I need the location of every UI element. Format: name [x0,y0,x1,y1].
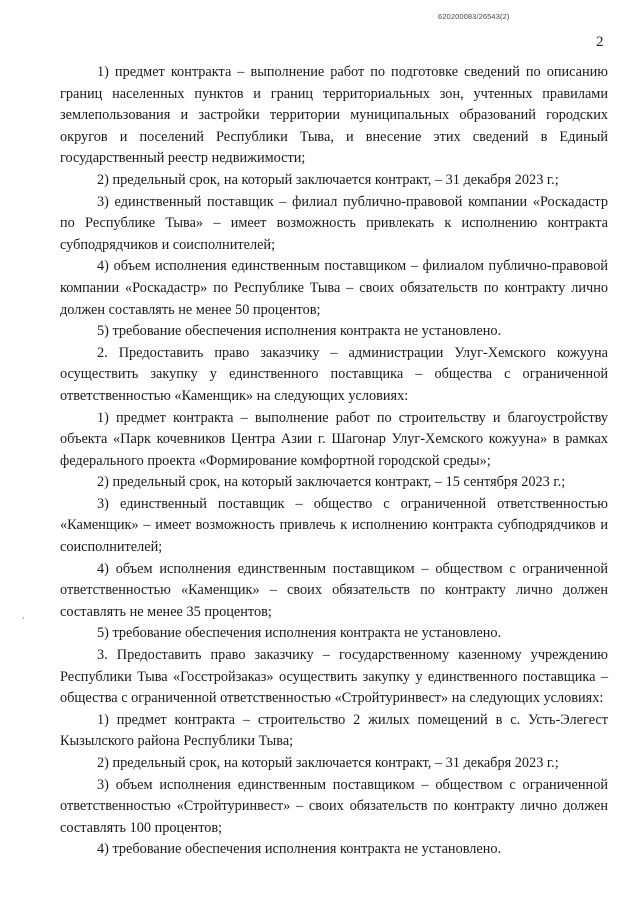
paragraph: 4) объем исполнения единственным поставщиком – обществом с ограниченной ответственностью «Каменщик» – своих обязательств по контракту лично должен составлять не менее 35 процентов; [60,560,608,620]
document-id: 620200083/26543(2) [438,12,510,21]
paragraph: 1) предмет контракта – строительство 2 жилых помещений в с. Усть-Элегест Кызылского района Республики Тыва; [60,711,608,750]
paragraph: 2. Предоставить право заказчику – администрации Улуг-Хемского кожууна осуществить закупку у единственного поставщика – общества с ограниченной ответственностью «Каменщик» на следующих условиях: [60,344,608,404]
page-number: 2 [596,34,604,50]
paragraph: 5) требование обеспечения исполнения контракта не установлено. [97,625,502,642]
paragraph: 1) предмет контракта – выполнение работ по строительству и благоустройству объекта «Парк кочевников Центра Азии г. Шагонар Улуг-Хемского кожууна» в рамках федерального проекта «Формирование комфортной городской среды»; [60,409,608,469]
paragraph: 5) требование обеспечения исполнения контракта не установлено. [97,323,502,340]
paragraph: 4) требование обеспечения исполнения контракта не установлено. [97,841,502,858]
paragraph: 1) предмет контракта – выполнение работ по подготовке сведений по описанию границ населенных пунктов и границ территориальных зон, учтенных правилами землепользования и застройки территории муниципальных образований городских округов и поселений Республики Тыва, и внесение этих сведений в Единый государственный реестр недвижимости; [60,64,608,167]
paragraph: 3) объем исполнения единственным поставщиком – обществом с ограниченной ответственностью «Стройтуринвест» – своих обязательств по контракту лично должен составлять 100 процентов; [60,776,608,836]
paragraph: 3) единственный поставщик – общество с ограниченной ответственностью «Каменщик» – имеет возможность привлечь к исполнению контракта субподрядчиков и соисполнителей; [60,495,608,556]
paragraph: 2) предельный срок, на который заключается контракт, – 31 декабря 2023 г.; [97,171,559,188]
paragraph: 4) объем исполнения единственным поставщиком – филиалом публично-правовой компании «Роскадастр» по Республике Тыва – своих обязательств по контракту лично должен составлять не менее 50 процентов; [60,258,608,318]
paragraph: 3) единственный поставщик – филиал публично-правовой компании «Роскадастр по Республике Тыва» – имеет возможность привлекать к исполнению контракта субподрядчиков и соисполнителей; [60,193,608,253]
paragraph: 3. Предоставить право заказчику – государственному казенному учреждению Республики Тыва «Госстройзаказ» осуществить закупку у единственного поставщика – общества с ограниченной ответственностью «Стройтуринвест» на следующих условиях: [60,647,608,707]
scan-mark: , [22,610,25,620]
paragraph: 2) предельный срок, на который заключается контракт, – 15 сентября 2023 г.; [97,474,566,491]
paragraph: 2) предельный срок, на который заключается контракт, – 31 декабря 2023 г.; [97,755,559,771]
document-body [60,62,608,861]
